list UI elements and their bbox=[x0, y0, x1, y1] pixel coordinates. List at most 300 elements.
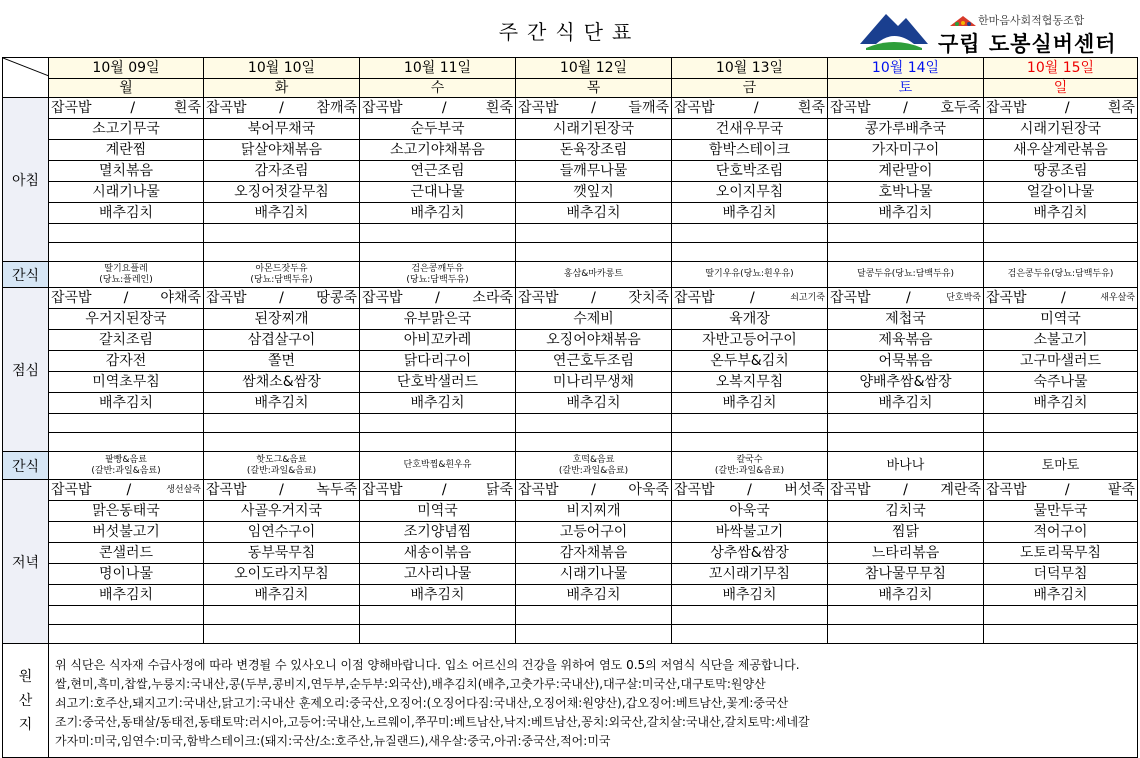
dish-item: 배추김치 bbox=[360, 202, 515, 223]
slash-separator: / bbox=[753, 100, 759, 116]
dish-item: 어묵볶음 bbox=[828, 350, 983, 371]
dish-item: 땅콩조림 bbox=[984, 160, 1137, 181]
dish-item: 시래기나물 bbox=[516, 563, 671, 584]
slash-separator: / bbox=[279, 482, 284, 498]
porridge-label: 녹두죽 bbox=[316, 482, 357, 498]
rice-label: 잡곡밥 bbox=[986, 482, 1027, 498]
dish-item: 배추김치 bbox=[516, 584, 671, 605]
rice-label: 잡곡밥 bbox=[518, 290, 559, 306]
snack-label: 간식 bbox=[3, 262, 49, 288]
rice-label: 잡곡밥 bbox=[51, 290, 92, 306]
rice-label: 잡곡밥 bbox=[206, 290, 247, 306]
porridge-label: 흰죽 bbox=[485, 100, 513, 116]
porridge-label: 아욱죽 bbox=[628, 482, 669, 498]
snack-cell bbox=[204, 262, 360, 288]
empty-row bbox=[984, 413, 1137, 432]
dish-item: 배추김치 bbox=[204, 392, 359, 413]
dish-item: 소고기야채볶음 bbox=[360, 139, 515, 160]
rice-porridge-line bbox=[984, 480, 1137, 500]
empty-row bbox=[360, 624, 515, 643]
empty-row bbox=[360, 223, 515, 242]
rice-label: 잡곡밥 bbox=[830, 482, 871, 498]
rice-label: 잡곡밥 bbox=[518, 100, 559, 116]
dish-item: 자반고등어구이 bbox=[672, 329, 827, 350]
dish-item: 물만두국 bbox=[984, 500, 1137, 521]
empty-row bbox=[516, 624, 671, 643]
date-cell: 10월 14일 bbox=[828, 58, 984, 79]
snack-cell bbox=[672, 262, 828, 288]
slash-separator: / bbox=[906, 290, 911, 306]
snack-text: 아몬드잣두유 bbox=[255, 263, 308, 274]
rice-label: 잡곡밥 bbox=[362, 100, 403, 116]
empty-row bbox=[828, 432, 983, 451]
rice-label: 잡곡밥 bbox=[206, 100, 247, 116]
rice-label: 잡곡밥 bbox=[674, 100, 715, 116]
slash-separator: / bbox=[591, 290, 596, 306]
slash-separator: / bbox=[747, 482, 752, 498]
dish-item: 명이나물 bbox=[49, 563, 203, 584]
rice-label: 잡곡밥 bbox=[51, 100, 92, 116]
dish-item: 배추김치 bbox=[672, 202, 827, 223]
snack-text: 딸기우유(당뇨:흰우유) bbox=[705, 269, 794, 279]
porridge-label: 버섯죽 bbox=[784, 482, 825, 498]
dish-item: 시래기된장국 bbox=[516, 118, 671, 139]
empty-row bbox=[49, 223, 203, 242]
rice-porridge-line bbox=[672, 98, 827, 118]
rice-porridge-line bbox=[672, 480, 827, 500]
dish-item: 배추김치 bbox=[49, 392, 203, 413]
dish-item: 새우살계란볶음 bbox=[984, 139, 1137, 160]
rice-porridge-line bbox=[360, 480, 515, 500]
rice-porridge-line bbox=[360, 288, 515, 308]
menu-cell bbox=[984, 480, 1138, 644]
snack-cell bbox=[49, 452, 204, 480]
slash-separator: / bbox=[750, 290, 755, 306]
slash-separator: / bbox=[903, 482, 908, 498]
snack-cell bbox=[984, 452, 1138, 480]
snack-cell bbox=[204, 452, 360, 480]
dish-item: 제육볶음 bbox=[828, 329, 983, 350]
dish-item: 깻잎지 bbox=[516, 181, 671, 202]
dish-item: 멸치볶음 bbox=[49, 160, 203, 181]
dish-item: 쫄면 bbox=[204, 350, 359, 371]
rice-porridge-line bbox=[672, 288, 827, 308]
rice-porridge-line bbox=[984, 288, 1137, 308]
empty-row bbox=[984, 223, 1137, 242]
menu-cell bbox=[516, 480, 672, 644]
empty-row bbox=[672, 624, 827, 643]
weekday-cell: 토 bbox=[828, 79, 984, 98]
corner-cell bbox=[3, 58, 49, 98]
dish-item: 찜닭 bbox=[828, 521, 983, 542]
origin-label-char: 원 bbox=[18, 668, 33, 685]
dish-item: 감자전 bbox=[49, 350, 203, 371]
dish-item: 가자미구이 bbox=[828, 139, 983, 160]
logo-subtitle: 한마음사회적협동조합 bbox=[978, 14, 1085, 27]
menu-cell bbox=[828, 480, 984, 644]
snack-cell bbox=[984, 262, 1138, 288]
dish-item: 사골우거지국 bbox=[204, 500, 359, 521]
menu-cell bbox=[204, 98, 360, 262]
porridge-label: 들깨죽 bbox=[628, 100, 669, 116]
dish-item: 삼겹살구이 bbox=[204, 329, 359, 350]
dish-item: 수제비 bbox=[516, 308, 671, 329]
slash-separator: / bbox=[435, 290, 440, 306]
logo-name: 구립 도봉실버센터 bbox=[938, 32, 1117, 56]
menu-cell bbox=[49, 288, 204, 452]
menu-cell bbox=[984, 288, 1138, 452]
dish-item: 참나물무무침 bbox=[828, 563, 983, 584]
meal-label-breakfast: 아침 bbox=[3, 98, 49, 262]
dish-item: 미역국 bbox=[984, 308, 1137, 329]
weekday-cell: 수 bbox=[360, 79, 516, 98]
dish-item: 배추김치 bbox=[49, 584, 203, 605]
dish-item: 고등어구이 bbox=[516, 521, 671, 542]
slash-separator: / bbox=[903, 100, 908, 116]
rice-porridge-line bbox=[828, 480, 983, 500]
empty-row bbox=[516, 432, 671, 451]
rice-porridge-line bbox=[49, 480, 203, 500]
snack-text: 홍삼&마카롱트 bbox=[563, 269, 624, 279]
dish-item: 배추김치 bbox=[49, 202, 203, 223]
empty-row bbox=[204, 413, 359, 432]
page-title: 주간식단표 bbox=[498, 20, 641, 44]
origin-line: 조기:중국산,동태살/동태전,동태토막:러시아,고등어:국내산,노르웨이,쭈꾸미:베트남산,낙지:베트남산,꽁치:외국산,갈치살:국내산,갈치토막:세네갈 bbox=[55, 715, 810, 729]
dish-item: 북어무채국 bbox=[204, 118, 359, 139]
snack-text: (당뇨:담백두유) bbox=[250, 274, 313, 285]
empty-row bbox=[49, 242, 203, 261]
empty-row bbox=[516, 242, 671, 261]
snack-text: 달콩두유(당뇨:담백두유) bbox=[857, 269, 954, 279]
menu-page bbox=[2, 2, 1137, 749]
slash-separator: / bbox=[591, 482, 596, 498]
empty-row bbox=[984, 432, 1137, 451]
origin-line: 쌀,현미,흑미,찹쌀,누룽지:국내산,콩(두부,콩비지,연두부,순두부:외국산),배추김치(배추,고춧가루:국내산),대구살:미국산,대구토막:원양산 bbox=[55, 677, 766, 691]
snack-cell bbox=[49, 262, 204, 288]
dish-item: 돈육장조림 bbox=[516, 139, 671, 160]
weekday-cell: 화 bbox=[204, 79, 360, 98]
dish-item: 미나리무생채 bbox=[516, 371, 671, 392]
snack-cell bbox=[828, 262, 984, 288]
rice-porridge-line bbox=[828, 98, 983, 118]
menu-cell bbox=[516, 98, 672, 262]
rice-porridge-line bbox=[204, 288, 359, 308]
dish-item: 상추쌈&쌈장 bbox=[672, 542, 827, 563]
slash-separator: / bbox=[279, 290, 284, 306]
dish-item: 아비꼬카레 bbox=[360, 329, 515, 350]
porridge-label: 생선살죽 bbox=[166, 485, 201, 495]
dish-item: 된장찌개 bbox=[204, 308, 359, 329]
empty-row bbox=[49, 605, 203, 624]
porridge-label: 흰죽 bbox=[797, 100, 825, 116]
rice-label: 잡곡밥 bbox=[986, 100, 1027, 116]
snack-text: 검은콩두유(당뇨:담백두유) bbox=[1007, 269, 1114, 279]
slash-separator: / bbox=[591, 100, 596, 116]
dish-item: 감자조림 bbox=[204, 160, 359, 181]
dish-item: 적어구이 bbox=[984, 521, 1137, 542]
porridge-label: 팥죽 bbox=[1107, 482, 1135, 498]
snack-text: 검은콩깨두유 bbox=[411, 263, 464, 274]
logo bbox=[858, 6, 1138, 54]
dish-item: 숙주나물 bbox=[984, 371, 1137, 392]
date-cell: 10월 12일 bbox=[516, 58, 672, 79]
rice-label: 잡곡밥 bbox=[830, 290, 871, 306]
dish-item: 근대나물 bbox=[360, 181, 515, 202]
weekday-cell: 일 bbox=[984, 79, 1138, 98]
porridge-label: 닭죽 bbox=[485, 482, 513, 498]
rice-label: 잡곡밥 bbox=[518, 482, 559, 498]
rice-porridge-line bbox=[49, 98, 203, 118]
empty-row bbox=[204, 605, 359, 624]
dish-item: 갈치조림 bbox=[49, 329, 203, 350]
snack-text: 호떡&음료 bbox=[572, 454, 615, 465]
dish-item: 배추김치 bbox=[516, 392, 671, 413]
snack-text: (당뇨:담백두유) bbox=[406, 274, 469, 285]
dish-item: 도토리묵무침 bbox=[984, 542, 1137, 563]
dish-item: 배추김치 bbox=[360, 584, 515, 605]
menu-cell bbox=[204, 480, 360, 644]
origin-info bbox=[49, 644, 1138, 758]
dish-item: 김치국 bbox=[828, 500, 983, 521]
dish-item: 배추김치 bbox=[828, 392, 983, 413]
origin-line: 쇠고기:호주산,돼지고기:국내산,닭고기:국내산 훈제오리:중국산,오징어:(오징어다짐:국내산,오징어채:원양산),갑오징어:베트남산,꽃게:중국산 bbox=[55, 696, 789, 710]
porridge-label: 땅콩죽 bbox=[316, 290, 357, 306]
dish-item: 콩가루배추국 bbox=[828, 118, 983, 139]
dish-item: 배추김치 bbox=[204, 584, 359, 605]
dish-item: 꼬시래기무침 bbox=[672, 563, 827, 584]
rice-label: 잡곡밥 bbox=[51, 482, 92, 498]
dish-item: 연근조림 bbox=[360, 160, 515, 181]
dish-item: 육개장 bbox=[672, 308, 827, 329]
dish-item: 맑은동태국 bbox=[49, 500, 203, 521]
rice-porridge-line bbox=[516, 480, 671, 500]
rice-porridge-line bbox=[49, 288, 203, 308]
rice-label: 잡곡밥 bbox=[674, 482, 715, 498]
slash-separator: / bbox=[123, 290, 129, 306]
empty-row bbox=[49, 413, 203, 432]
dish-item: 감자채볶음 bbox=[516, 542, 671, 563]
dish-item: 버섯불고기 bbox=[49, 521, 203, 542]
empty-row bbox=[204, 223, 359, 242]
snack-cell bbox=[360, 452, 516, 480]
slash-separator: / bbox=[130, 100, 136, 116]
empty-row bbox=[828, 624, 983, 643]
snack-text: 팥빵&음료 bbox=[105, 454, 147, 465]
dish-item: 배추김치 bbox=[984, 202, 1137, 223]
dish-item: 함박스테이크 bbox=[672, 139, 827, 160]
slash-separator: / bbox=[441, 482, 447, 498]
dish-item: 계란말이 bbox=[828, 160, 983, 181]
porridge-label: 야채죽 bbox=[160, 290, 201, 306]
dish-item: 배추김치 bbox=[984, 584, 1137, 605]
empty-row bbox=[204, 624, 359, 643]
dish-item: 들깨무나물 bbox=[516, 160, 671, 181]
empty-row bbox=[360, 413, 515, 432]
empty-row bbox=[204, 242, 359, 261]
snack-cell bbox=[828, 452, 984, 480]
menu-cell bbox=[672, 288, 828, 452]
rice-porridge-line bbox=[360, 98, 515, 118]
dish-item: 미역초무침 bbox=[49, 371, 203, 392]
empty-row bbox=[360, 605, 515, 624]
snack-text: 딸기요플레 bbox=[104, 263, 148, 274]
menu-cell bbox=[360, 98, 516, 262]
dish-item: 오이지무침 bbox=[672, 181, 827, 202]
empty-row bbox=[360, 242, 515, 261]
dish-item: 조기양념찜 bbox=[360, 521, 515, 542]
dish-item: 유부맑은국 bbox=[360, 308, 515, 329]
dish-item: 오징어젓갈무침 bbox=[204, 181, 359, 202]
rice-porridge-line bbox=[828, 288, 983, 308]
weekday-cell: 목 bbox=[516, 79, 672, 98]
dish-item: 오복지무침 bbox=[672, 371, 827, 392]
empty-row bbox=[49, 432, 203, 451]
dish-item: 오징어야채볶음 bbox=[516, 329, 671, 350]
empty-row bbox=[204, 432, 359, 451]
snack-cell bbox=[672, 452, 828, 480]
dish-item: 호박나물 bbox=[828, 181, 983, 202]
date-cell: 10월 13일 bbox=[672, 58, 828, 79]
snack-text: 토마토 bbox=[1041, 458, 1080, 473]
dish-item: 시래기된장국 bbox=[984, 118, 1137, 139]
weekday-cell: 월 bbox=[49, 79, 204, 98]
meal-label-dinner: 저녁 bbox=[3, 480, 49, 644]
dish-item: 순두부국 bbox=[360, 118, 515, 139]
dish-item: 오이도라지무침 bbox=[204, 563, 359, 584]
menu-cell bbox=[204, 288, 360, 452]
dish-item: 고구마샐러드 bbox=[984, 350, 1137, 371]
rice-label: 잡곡밥 bbox=[674, 290, 715, 306]
dish-item: 건새우무국 bbox=[672, 118, 827, 139]
dish-item: 제첩국 bbox=[828, 308, 983, 329]
dish-item: 닭다리구이 bbox=[360, 350, 515, 371]
empty-row bbox=[828, 605, 983, 624]
date-cell: 10월 11일 bbox=[360, 58, 516, 79]
dish-item: 느타리볶음 bbox=[828, 542, 983, 563]
snack-cell bbox=[360, 262, 516, 288]
dish-item: 배추김치 bbox=[360, 392, 515, 413]
meal-label-lunch: 점심 bbox=[3, 288, 49, 452]
empty-row bbox=[984, 242, 1137, 261]
weekly-menu-table bbox=[2, 57, 1138, 758]
people-logo-icon bbox=[948, 14, 978, 28]
weekday-cell: 금 bbox=[672, 79, 828, 98]
date-cell: 10월 09일 bbox=[49, 58, 204, 79]
empty-row bbox=[984, 624, 1137, 643]
mountain-logo-icon bbox=[858, 6, 930, 52]
snack-text: 칼국수 bbox=[736, 454, 763, 465]
empty-row bbox=[516, 223, 671, 242]
dish-item: 바싹불고기 bbox=[672, 521, 827, 542]
snack-label: 간식 bbox=[3, 452, 49, 480]
dish-item: 아욱국 bbox=[672, 500, 827, 521]
snack-text: (갈반:과일&음료) bbox=[714, 465, 785, 476]
rice-porridge-line bbox=[204, 480, 359, 500]
dish-item: 시래기나물 bbox=[49, 181, 203, 202]
porridge-label: 새우살죽 bbox=[1100, 293, 1135, 303]
porridge-label: 단호박죽 bbox=[946, 293, 981, 303]
empty-row bbox=[672, 242, 827, 261]
dish-item: 새송이볶음 bbox=[360, 542, 515, 563]
origin-label-char: 산 bbox=[18, 692, 33, 709]
dish-item: 동부묵무침 bbox=[204, 542, 359, 563]
dish-item: 배추김치 bbox=[204, 202, 359, 223]
dish-item: 더덕무침 bbox=[984, 563, 1137, 584]
dish-item: 고사리나물 bbox=[360, 563, 515, 584]
rice-porridge-line bbox=[204, 98, 359, 118]
dish-item: 배추김치 bbox=[828, 202, 983, 223]
rice-porridge-line bbox=[984, 98, 1137, 118]
dish-item: 배추김치 bbox=[672, 392, 827, 413]
menu-cell bbox=[984, 98, 1138, 262]
dish-item: 배추김치 bbox=[672, 584, 827, 605]
snack-text: (갈반:과일&음료) bbox=[558, 465, 629, 476]
empty-row bbox=[828, 242, 983, 261]
dish-item: 미역국 bbox=[360, 500, 515, 521]
dish-item: 연근호두조림 bbox=[516, 350, 671, 371]
empty-row bbox=[49, 624, 203, 643]
empty-row bbox=[360, 432, 515, 451]
rice-label: 잡곡밥 bbox=[206, 482, 247, 498]
rice-porridge-line bbox=[516, 288, 671, 308]
empty-row bbox=[828, 413, 983, 432]
porridge-label: 계란죽 bbox=[940, 482, 981, 498]
menu-cell bbox=[360, 480, 516, 644]
slash-separator: / bbox=[1061, 290, 1066, 306]
empty-row bbox=[672, 432, 827, 451]
rice-label: 잡곡밥 bbox=[362, 482, 403, 498]
snack-cell bbox=[516, 452, 672, 480]
origin-line: 가자미:미국,임연수:미국,함박스테이크:(돼지:국산/소:호주산,뉴질랜드),새우살:중국,아귀:중국산,적어:미국 bbox=[55, 734, 611, 748]
diagonal-line bbox=[3, 58, 49, 97]
porridge-label: 호두죽 bbox=[940, 100, 981, 116]
menu-cell bbox=[360, 288, 516, 452]
dish-item: 닭살야채볶음 bbox=[204, 139, 359, 160]
menu-cell bbox=[516, 288, 672, 452]
menu-cell bbox=[828, 98, 984, 262]
dish-item: 양배추쌈&쌈장 bbox=[828, 371, 983, 392]
dish-item: 단호박샐러드 bbox=[360, 371, 515, 392]
porridge-label: 참깨죽 bbox=[316, 100, 357, 116]
snack-text: (당뇨:플레인) bbox=[99, 274, 153, 285]
rice-porridge-line bbox=[516, 98, 671, 118]
dish-item: 온두부&김치 bbox=[672, 350, 827, 371]
menu-cell bbox=[828, 288, 984, 452]
dish-item: 콘샐러드 bbox=[49, 542, 203, 563]
slash-separator: / bbox=[441, 100, 447, 116]
origin-label-char: 지 bbox=[18, 716, 33, 733]
empty-row bbox=[672, 223, 827, 242]
header bbox=[2, 2, 1137, 57]
dish-item: 비지찌개 bbox=[516, 500, 671, 521]
snack-text: (갈반:과일&음료) bbox=[91, 465, 161, 476]
snack-text: (갈반:과일&음료) bbox=[246, 465, 317, 476]
dish-item: 단호박조림 bbox=[672, 160, 827, 181]
rice-label: 잡곡밥 bbox=[830, 100, 871, 116]
empty-row bbox=[672, 413, 827, 432]
dish-item: 계란찜 bbox=[49, 139, 203, 160]
date-cell: 10월 10일 bbox=[204, 58, 360, 79]
snack-text: 단호박찜&흰우유 bbox=[403, 460, 472, 470]
dish-item: 소고기무국 bbox=[49, 118, 203, 139]
empty-row bbox=[828, 223, 983, 242]
dish-item: 우거지된장국 bbox=[49, 308, 203, 329]
slash-separator: / bbox=[1064, 482, 1070, 498]
dish-item: 얼갈이나물 bbox=[984, 181, 1137, 202]
empty-row bbox=[516, 413, 671, 432]
empty-row bbox=[984, 605, 1137, 624]
rice-label: 잡곡밥 bbox=[362, 290, 403, 306]
